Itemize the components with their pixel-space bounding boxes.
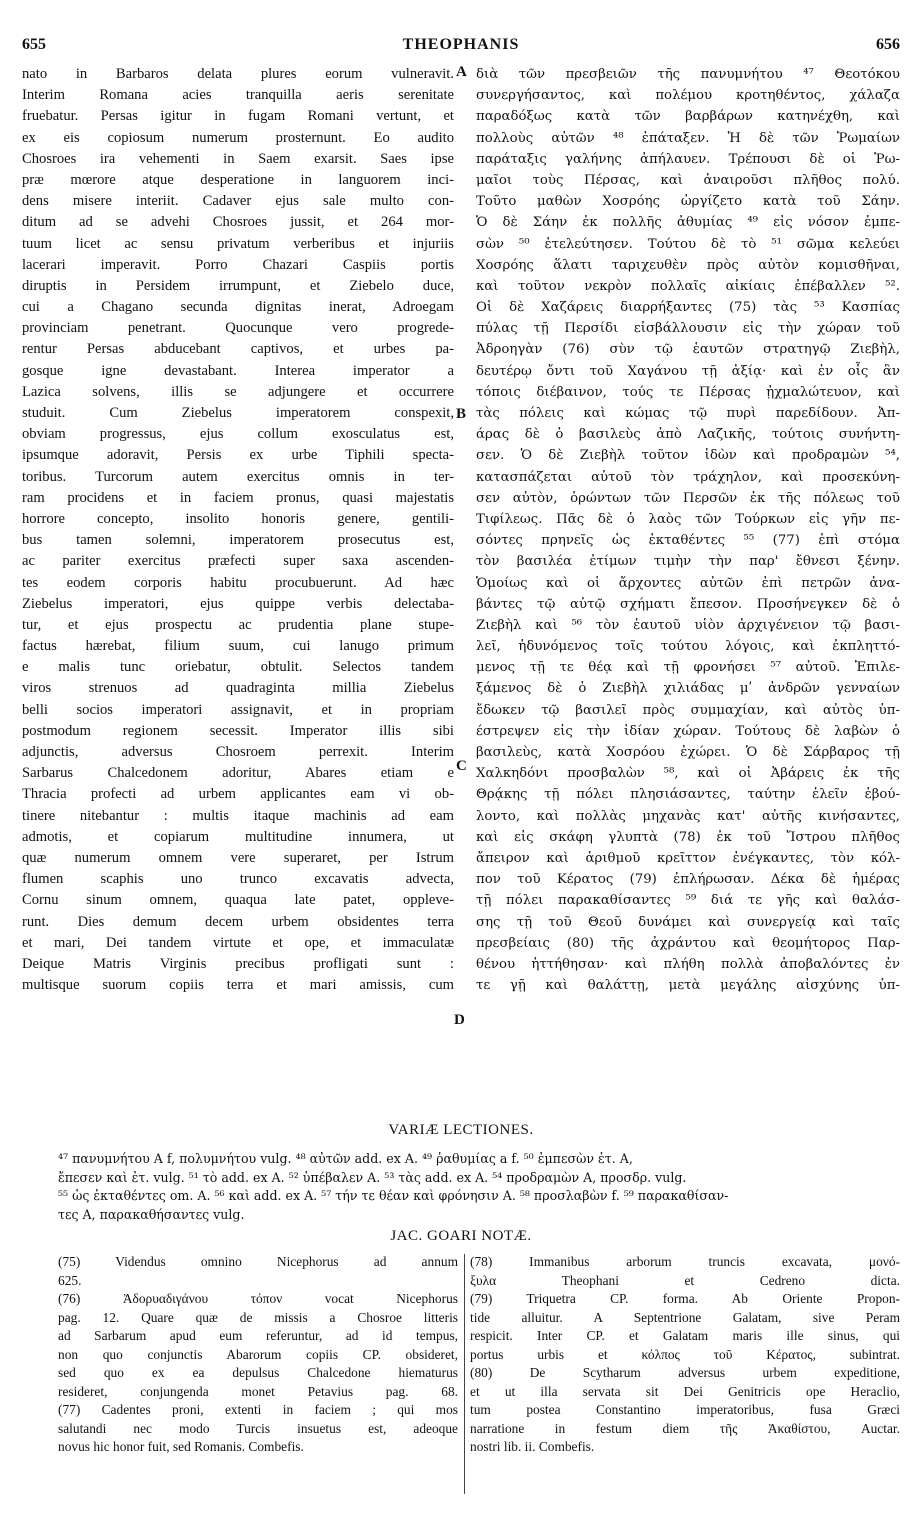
greek-text-line: τε γῇ καὶ θαλάττῃ, μετὰ μεγάλης αἰσχύνης ὑπ- <box>476 978 900 994</box>
latin-text-line: runt. Dies demum decem urbem obsidentes terra <box>22 913 454 930</box>
greek-text-line: σὼν ⁵⁰ ἐτελεύτησεν. Τούτου δὲ τὸ ⁵¹ σῶμα κελεύει <box>476 236 900 252</box>
greek-text-line: τὸν βασιλέα ἐτίμων τιμὴν τὴν παρ' ἔθνεσι ξένην. <box>476 554 900 570</box>
latin-text-line: lacerari imperavit. Porro Chazari Caspiis portis <box>22 256 454 273</box>
latin-text-line: diruptis in Persidem irrumpunt, et Ziebelo duce, <box>22 277 454 294</box>
note-line: ξυλα Theophani et Cedreno dicta. <box>470 1272 900 1288</box>
page-header <box>22 36 900 58</box>
latin-text-line: ram procidens et in faciem pronus, quasi majestatis <box>22 489 454 506</box>
notes-column-divider <box>464 1254 465 1494</box>
greek-text-line: καὶ τοῦτον νεκρὸν πολλαῖς αἰκίαις ἐπέβαλλεν ⁵². <box>476 278 900 294</box>
greek-text-line: σεν αὐτὸν, ὁρώντων τῶν Περσῶν ἐκ τῆς πόλεως τοῦ <box>476 490 900 506</box>
greek-text-column <box>476 64 900 996</box>
latin-text-line: adjunctis, adversus Chosroem perrexit. Interim <box>22 744 454 760</box>
greek-text-line: ἄπειρον καὶ ἀριθμοῦ κρεῖττον ἐνέγκαντες, τὸν κόλ- <box>476 850 900 866</box>
latin-text-line: Cornu sinum omnem, quaqua late patet, oppleve- <box>22 892 454 909</box>
greek-text-line: θένου ἡττήθησαν· καὶ πλήθη πολλὰ ἀποβαλόντες ἐν <box>476 956 900 972</box>
greek-text-line: τῇ πόλει παρακαθίσαντες ⁵⁹ διά τε γῆς καὶ θαλάσ- <box>476 893 900 909</box>
note-line: et ut illa servata sit Dei Genitricis ope Heraclio, <box>470 1383 900 1399</box>
latin-text-column <box>22 64 454 996</box>
latin-text-line: bus tamen solemni, imperatorem prosecutus est, <box>22 532 454 549</box>
greek-text-line: σόντες πρηνεῖς ὡς ἐκταθέντες ⁵⁵ (77) ἐπὶ στόμα <box>476 533 900 549</box>
latin-text-line: gosque igne devastabant. Interea imperator a <box>22 362 454 379</box>
greek-text-line: παραδόξως κατὰ τῶν βαρβάρων κατηνέχθη, καὶ <box>476 109 900 125</box>
latin-text-line: obviam progressus, ejus collum exosculatus est, <box>22 426 454 443</box>
latin-text-line: Interim Romana acies tranquilla aeris serenitate <box>22 87 454 104</box>
greek-text-line: Ζιεβὴλ καὶ ⁵⁶ τὸν ἑαυτοῦ υἱὸν ἀρχιγένειον τῷ βασι- <box>476 617 900 633</box>
note-line: (75) Videndus omnino Nicephorus ad annum <box>58 1254 458 1269</box>
latin-text-line: præ mœrore atque desperatione in languorem inci- <box>22 171 454 188</box>
greek-text-line: πύλας τῇ Περσίδι εἰσβάλλουσιν εἰς τὴν χώραν τοῦ <box>476 321 900 337</box>
variant-reading-line: ἔπεσεν καὶ ἐτ. vulg. ⁵¹ τὸ add. ex A. ⁵² ὑπέβαλεν A. ⁵³ τὰς add. ex A. ⁵⁴ προδραμὼν A, προσδρ. vulg. <box>58 1169 687 1185</box>
latin-text-line: ditum ad se advehi Chosroes jussit, et 264 mor- <box>22 214 454 231</box>
latin-text-line: cui a Chagano secunda dignitas inerat, Adroegam <box>22 299 454 316</box>
latin-text-line: Deique Matris Virginis precibus profligati sunt : <box>22 955 454 972</box>
latin-text-line: belli socios imperatori assignavit, et in propriam <box>22 701 454 718</box>
latin-text-line: dens misere interiit. Cadaver ejus sale multo con- <box>22 193 454 210</box>
note-line: non quo conjunctis Abarorum copiis CP. obsideret, <box>58 1346 458 1362</box>
greek-text-line: Χοσρόης ἅλατι ταριχευθὲν πρὸς αὐτὸν κομισθῆναι, <box>476 257 900 273</box>
greek-text-line: λεῖ, ἡδυνόμενος τοῖς τούτου λόγοις, καὶ ἐκπληττό- <box>476 639 900 655</box>
note-line: tide alluitur. A Septentrione Galatam, sive Peram <box>470 1309 900 1325</box>
greek-text-line: ἔδωκεν τῷ βασιλεῖ πρὸς συμμαχίαν, καὶ αὐτὸς ὑπ- <box>476 702 900 718</box>
latin-text-line: Chosroes ira vehementi in Saem exarsit. Saes ipse <box>22 150 454 167</box>
greek-text-line: διὰ τῶν πρεσβειῶν τῆς πανυμνήτου ⁴⁷ Θεοτόκου <box>476 67 900 82</box>
greek-text-line: σεν. Ὁ δὲ Ζιεβὴλ τοῦτον ἰδὼν καὶ προδραμὼν ⁵⁴, <box>476 448 900 464</box>
note-line: (78) Immanibus arborum truncis excavata, μονό- <box>470 1254 900 1269</box>
note-line: resideret, conjungenda monet Petavius pag. 68. <box>58 1383 458 1399</box>
greek-text-line: κατασπάζεται αὐτοῦ τὸν τράχηλον, καὶ προσεκύνη- <box>476 469 900 485</box>
latin-text-line: quæ numerum omnem vere superaret, per Istrum <box>22 849 454 866</box>
note-line: novus hic honor fuit, sed Romanis. Combefis. <box>58 1439 304 1454</box>
margin-marker-c: C <box>456 758 467 774</box>
note-line: narratione in festum diem τῆς Ἀκαθίστου, Auctar. <box>470 1420 900 1436</box>
latin-text-line: rentur Persas abducebant captivos, et urbes pa- <box>22 341 454 358</box>
greek-text-line: Τοῦτο μαθὼν Χοσρόης ὠργίζετο κατὰ τοῦ Σάην. <box>476 194 900 210</box>
latin-text-line: admotis, et copiarum multitudine innumera, ut <box>22 828 454 845</box>
note-line: ad Sarbarum apud eum referuntur, ad id tempus, <box>58 1328 458 1343</box>
variae-lectiones-block <box>58 1150 898 1224</box>
latin-text-line: e malis tunc oriebatur, obtulit. Selectos tandem <box>22 659 454 676</box>
note-line: tum postea Constantino imperatoribus, fusa Græci <box>470 1402 900 1417</box>
notes-title: JAC. GOARI NOTÆ. <box>390 1228 532 1244</box>
latin-text-line: tur, et ejus prospectu ac prudentia plane stupe- <box>22 616 454 633</box>
note-line: portus urbis et κόλπος τοῦ Κέρατος, subintrat. <box>470 1346 900 1362</box>
latin-text-line: multisque suorum copiis terra et mari amissis, cum <box>22 977 454 994</box>
latin-text-line: fruebatur. Persas igitur in fugam Romani vertunt, et <box>22 108 454 125</box>
variae-lectiones-title: VARIÆ LECTIONES. <box>388 1122 534 1138</box>
greek-text-line: μαῖοι τοὺς Πέρσας, καὶ ἀναιροῦσι πλῆθος πολύ. <box>476 172 900 188</box>
latin-text-line: tinere nitebantur : multis itaque machinis ad eam <box>22 807 454 824</box>
latin-text-line: et mari, Dei tandem virtute et ope, et immaculatæ <box>22 934 454 951</box>
greek-text-line: βασιλεὺς, κατὰ Χοσρόου ἐχώρει. Ὁ δὲ Σάρβαρος τῇ <box>476 745 900 760</box>
margin-marker-b: B <box>456 406 467 422</box>
margin-marker-d: D <box>454 1012 465 1028</box>
latin-text-line: tuum licet ac sensu privatum verberibus et injuriis <box>22 235 454 252</box>
latin-text-line: tes eodem corporis habitu procubuerunt. Ad hæc <box>22 574 454 591</box>
greek-text-line: πολλοὺς αὐτῶν ⁴⁸ ἐπάταξεν. Ἡ δὲ τῶν Ῥωμαίων <box>476 130 900 146</box>
margin-marker-a: A <box>456 64 467 80</box>
note-line: salutandi nec modo Turcis insuetus est, adeoque <box>58 1420 458 1436</box>
notes-right-column <box>470 1253 900 1457</box>
latin-text-line: factus hærebat, filium suum, cui lanugo primum <box>22 638 454 655</box>
latin-text-line: ipsumque adoravit, Persis ex urbe Tiphili specta- <box>22 447 454 464</box>
greek-text-line: Ὁ δὲ Σάην ἐκ πολλῆς ἀθυμίας ⁴⁹ εἰς νόσον ἐμπε- <box>476 215 900 231</box>
latin-text-line: studuit. Cum Ziebelus imperatorem conspexit, <box>22 405 454 421</box>
latin-text-line: nato in Barbaros delata plures eorum vulneravit. <box>22 66 454 82</box>
note-line: sed quo ex ea depulsus Chalcedone hiematurus <box>58 1365 458 1380</box>
note-line: (77) Cadentes proni, extenti in faciem ; qui mos <box>58 1402 458 1417</box>
variant-reading-line: τες A, παρακαθήσαντες vulg. <box>58 1206 245 1222</box>
greek-text-line: Ὁμοίως καὶ οἱ ἄρχοντες αὐτῶν ἐπὶ πετρῶν ἀνα- <box>476 575 900 591</box>
greek-text-line: τόποις διέβαινον, τούς τε Πέρσας ᾐχμαλώτευον, καὶ <box>476 384 900 400</box>
greek-text-line: Χαλκηδόνι προσβαλὼν ⁵⁸, καὶ οἱ Ἀβάρεις ἐκ τῆς <box>476 766 900 782</box>
greek-text-line: παράταξις γαλήνης ἀπήλαυεν. Τρέπουσι δὲ οἱ Ῥω- <box>476 151 900 167</box>
note-line: respicit. Inter CP. et Galatam maris ille sinus, qui <box>470 1328 900 1343</box>
greek-text-line: ξάμενος δὲ ὁ Ζιεβὴλ χιλιάδας μʹ ἀνδρῶν γενναίων <box>476 681 900 697</box>
latin-text-line: Thracia profecti ad urbem applicantes eam vi ob- <box>22 786 454 803</box>
greek-text-line: Τιφίλεως. Πᾶς δὲ ὁ λαὸς τῶν Τούρκων εἰς γῆν πε- <box>476 511 900 527</box>
greek-text-line: Οἱ δὲ Χαζάρεις διαρρήξαντες (75) τὰς ⁵³ Κασπίας <box>476 300 900 316</box>
greek-text-line: Θρᾴκης τῇ πόλει πλησιάσαντες, ταύτην ἑλεῖν ἐβού- <box>476 787 900 803</box>
greek-text-line: λοντο, καὶ πολλὰς μηχανὰς κατ' αὐτῆς κινήσαντες, <box>476 808 900 824</box>
latin-text-line: Lazica solvens, illis se adjungere et occurrere <box>22 383 454 400</box>
latin-text-line: ac pariter exercitus præfecti super saxa ascenden- <box>22 553 454 570</box>
greek-text-line: βάντες τῷ αὐτῷ σχήματι ἔπεσον. Προσήνεγκεν δὲ ὁ <box>476 596 900 612</box>
greek-text-line: συνεργήσαντος, καὶ πολέμου κροτηθέντος, χάλαζα <box>476 88 900 104</box>
greek-text-line: έστρεψεν εἰς τὴν ἰδίαν χώραν. Τούτους δὲ λαβὼν ὁ <box>476 723 900 739</box>
greek-text-line: Ἀδροηγὰν (76) σὺν τῷ ἑαυτῶν στρατηγῷ Ζιεβὴλ, <box>476 342 900 358</box>
greek-text-line: πρεσβείαις (80) τῆς ἀχράντου καὶ θεομήτορος Παρ- <box>476 935 900 951</box>
greek-text-line: σης τῇ τοῦ Θεοῦ δυνάμει καὶ συνεργείᾳ καὶ ταῖς <box>476 914 900 930</box>
note-line: 625. <box>58 1272 82 1288</box>
greek-text-line: άρας δὲ ὁ βασιλεὺς ἀπὸ Λαζικῆς, τούτοις συνήντη- <box>476 427 900 443</box>
variant-reading-line: ⁴⁷ πανυμνήτου A f, πολυμνήτου vulg. ⁴⁸ αὐτῶν add. ex A. ⁴⁹ ῥαθυμίας a f. ⁵⁰ ἐμπεσὼν ἐτ. A, <box>58 1151 633 1166</box>
greek-text-line: τὰς πόλεις καὶ κώμας τῷ πυρὶ παρεδίδουν. Ἀπ- <box>476 406 900 421</box>
note-line: (76) Ἀδορυαδιγάνου τόπον vocat Nicephorus <box>58 1291 458 1306</box>
greek-text-line: δευτέρῳ ὄντι τοῦ Χαγάνου τῇ ἀξίᾳ· καὶ ἐν οἷς ἂν <box>476 363 900 379</box>
latin-text-line: ex eis copiosum numerum prosternunt. Eo audito <box>22 129 454 146</box>
latin-text-line: postmodum regionem secessit. Imperator illis sibi <box>22 722 454 739</box>
latin-text-line: provinciam penetrant. Quocunque vero progrede- <box>22 320 454 337</box>
latin-text-line: flumen scaphis uno trunco excavatis advecta, <box>22 871 454 888</box>
notes-left-column <box>58 1253 458 1457</box>
latin-text-line: Ziebelus imperatori, ejus quippe verbis delectaba- <box>22 595 454 612</box>
right-page-number: 656 <box>876 36 900 53</box>
note-line: pag. 12. Quare quæ de missis a Chosroe litteris <box>58 1309 458 1325</box>
running-title: THEOPHANIS <box>402 36 520 53</box>
greek-text-line: πον τοῦ Κέρατος (79) ἐπλήρωσαν. Δέκα δὲ ἡμέρας <box>476 872 900 888</box>
note-line: nostri lib. ii. Combefis. <box>470 1439 595 1454</box>
note-line: (79) Triquetra CP. forma. Ab Oriente Propon- <box>470 1291 900 1306</box>
greek-text-line: καὶ εἰς σκάφη γλυπτὰ (78) ἐκ τοῦ Ἴστρου πλῆθος <box>476 829 900 845</box>
variant-reading-line: ⁵⁵ ὡς ἐκταθέντες om. A. ⁵⁶ καὶ add. ex A. ⁵⁷ τήν τε θέαν καὶ φρόνησιν A. ⁵⁸ προσλαβὼν f. ⁵⁹ παρακαθίσαν- <box>58 1188 729 1203</box>
latin-text-line: viros strenuos ad quadraginta millia Ziebelus <box>22 680 454 697</box>
latin-text-line: toribus. Turcorum autem exercitus omnis in ter- <box>22 468 454 485</box>
left-page-number: 655 <box>22 36 46 53</box>
note-line: (80) De Scytharum adversus urbem expeditione, <box>470 1365 900 1380</box>
latin-text-line: Sarbarus Chalcedonem adoritur, Abares etiam e <box>22 765 454 782</box>
greek-text-line: μενος τῇ τε θέᾳ καὶ τῇ φρονήσει ⁵⁷ αὐτοῦ. Ἐπιλε- <box>476 660 900 676</box>
latin-text-line: horrore concepto, insolito honoris genere, gentili- <box>22 510 454 527</box>
